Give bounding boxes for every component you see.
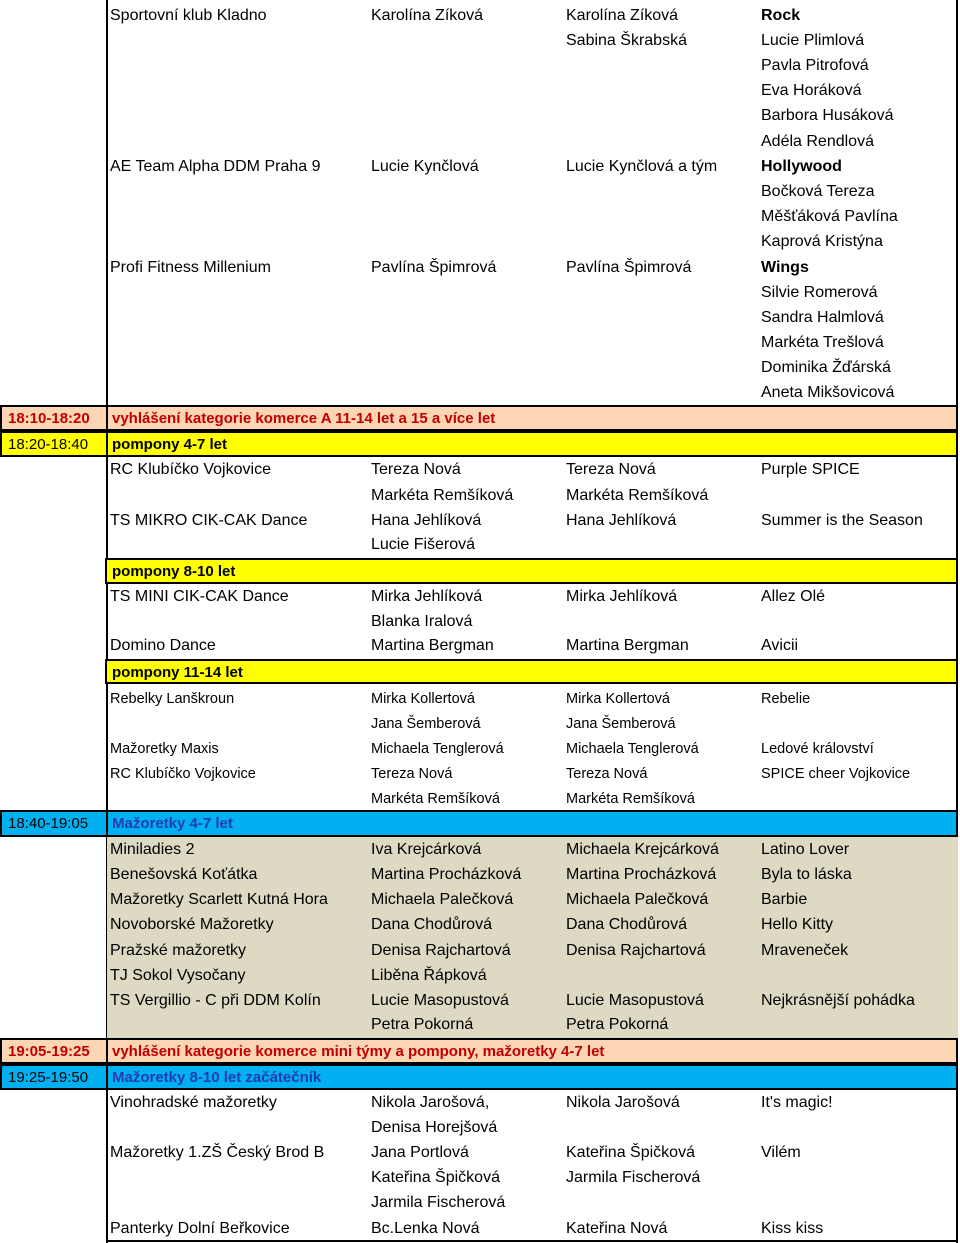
choreographer-name: Martina Bergman (566, 637, 689, 654)
performance-title: Rebelie (761, 691, 811, 707)
club-name: TS MIKRO CIK-CAK Dance (110, 512, 308, 529)
performance-title: Adéla Rendlová (761, 133, 874, 150)
performance-title: Summer is the Season (761, 512, 923, 529)
category-title: vyhlášení kategorie komerce mini týmy a pompony, mažoretky 4-7 let (112, 1043, 605, 1060)
performance-title: Barbora Husáková (761, 107, 894, 124)
trainer-name: Lucie Fišerová (371, 536, 476, 553)
choreographer-name: Denisa Rajchartová (566, 942, 706, 959)
trainer-name: Blanka Iralová (371, 613, 473, 630)
performance-title: Sandra Halmlová (761, 309, 884, 326)
time-slot: 18:40-19:05 (8, 815, 89, 832)
club-name: Domino Dance (110, 637, 216, 654)
performance-title: Rock (761, 7, 801, 24)
performance-title: Eva Horáková (761, 82, 862, 99)
trainer-name: Pavlína Špimrová (371, 259, 497, 276)
time-separator (106, 812, 108, 835)
performance-title: It's magic! (761, 1094, 833, 1111)
choreographer-name: Michaela Tenglerová (566, 741, 699, 757)
trainer-name: Jana Šemberová (371, 716, 481, 732)
choreographer-name: Karolína Zíková (566, 7, 679, 24)
club-name: Panterky Dolní Beřkovice (110, 1220, 290, 1237)
choreographer-name: Kateřina Nová (566, 1220, 668, 1237)
performance-title: Avicii (761, 637, 799, 654)
choreographer-name: Michaela Palečková (566, 891, 709, 908)
performance-title: Lucie Plimlová (761, 32, 865, 49)
choreographer-name: Markéta Remšíková (566, 791, 695, 807)
time-separator (106, 433, 108, 455)
trainer-name: Iva Krejcárková (371, 841, 482, 858)
trainer-name: Jana Portlová (371, 1144, 469, 1161)
performance-title: Nejkrásnější pohádka (761, 992, 915, 1009)
time-slot: 19:25-19:50 (8, 1069, 89, 1086)
performance-title: Kiss kiss (761, 1220, 824, 1237)
performance-title: SPICE cheer Vojkovice (761, 766, 911, 782)
trainer-name: Mirka Kollertová (371, 691, 475, 707)
performance-title: Hello Kitty (761, 916, 834, 933)
category-title: Mažoretky 4-7 let (112, 815, 233, 832)
choreographer-name: Markéta Remšíková (566, 487, 709, 504)
choreographer-name: Kateřina Špičková (566, 1144, 695, 1161)
trainer-name: Karolína Zíková (371, 7, 484, 24)
performance-title: Pavla Pitrofová (761, 57, 869, 74)
trainer-name: Michaela Tenglerová (371, 741, 504, 757)
category-title: Mažoretky 8-10 let začátečník (112, 1069, 322, 1086)
choreographer-name: Jarmila Fischerová (566, 1169, 701, 1186)
time-slot: 18:10-18:20 (8, 410, 90, 427)
choreographer-name: Mirka Kollertová (566, 691, 670, 707)
trainer-name: Dana Chodůrová (371, 916, 492, 933)
club-name: Novoborské Mažoretky (110, 916, 274, 933)
choreographer-name: Dana Chodůrová (566, 916, 687, 933)
trainer-name: Markéta Remšíková (371, 791, 500, 807)
performance-title: Barbie (761, 891, 808, 908)
performance-title: Mraveneček (761, 942, 849, 959)
choreographer-name: Nikola Jarošová (566, 1094, 680, 1111)
trainer-name: Nikola Jarošová, (371, 1094, 490, 1111)
performance-title: Vilém (761, 1144, 801, 1161)
club-name: Mažoretky 1.ZŠ Český Brod B (110, 1144, 325, 1161)
trainer-name: Martina Procházková (371, 866, 522, 883)
trainer-name: Petra Pokorná (371, 1016, 474, 1033)
trainer-name: Lucie Masopustová (371, 992, 509, 1009)
club-name: AE Team Alpha DDM Praha 9 (110, 158, 321, 175)
category-band (0, 1064, 958, 1090)
performance-title: Ledové království (761, 741, 874, 757)
performance-title: Kaprová Kristýna (761, 233, 883, 250)
performance-title: Purple SPICE (761, 461, 860, 478)
choreographer-name: Michaela Krejcárková (566, 841, 719, 858)
performance-title: Bočková Tereza (761, 183, 875, 200)
performance-title: Hollywood (761, 158, 842, 175)
choreographer-name: Sabina Škrabská (566, 32, 687, 49)
choreographer-name: Pavlína Špimrová (566, 259, 692, 276)
choreographer-name: Lucie Masopustová (566, 992, 704, 1009)
club-name: Mažoretky Maxis (110, 741, 219, 757)
category-title: vyhlášení kategorie komerce A 11-14 let a 15 a více let (112, 410, 496, 427)
trainer-name: Liběna Řápková (371, 967, 487, 984)
performance-title: Aneta Mikšovicová (761, 384, 895, 401)
club-name: Mažoretky Scarlett Kutná Hora (110, 891, 328, 908)
time-separator (106, 407, 108, 429)
club-name: Profi Fitness Millenium (110, 259, 271, 276)
choreographer-name: Lucie Kynčlová a tým (566, 158, 718, 175)
trainer-name: Tereza Nová (371, 766, 453, 782)
performance-title: Allez Olé (761, 588, 826, 605)
bottom-border (107, 1240, 958, 1242)
category-band (105, 659, 958, 684)
trainer-name: Markéta Remšíková (371, 487, 514, 504)
performance-title: Dominika Žďárská (761, 359, 891, 376)
club-name: TJ Sokol Vysočany (110, 967, 246, 984)
choreographer-name: Jana Šemberová (566, 716, 676, 732)
club-name: Sportovní klub Kladno (110, 7, 267, 24)
trainer-name: Hana Jehlíková (371, 512, 482, 529)
category-title: pompony 4-7 let (112, 436, 228, 453)
club-name: Pražské mažoretky (110, 942, 247, 959)
category-band (0, 431, 958, 457)
performance-title: Silvie Romerová (761, 284, 878, 301)
club-name: RC Klubíčko Vojkovice (110, 461, 271, 478)
club-name: Vinohradské mažoretky (110, 1094, 277, 1111)
club-name: Benešovská Koťátka (110, 866, 258, 883)
category-title: pompony 8-10 let (112, 563, 236, 580)
choreographer-name: Hana Jehlíková (566, 512, 677, 529)
category-band (105, 558, 958, 584)
choreographer-name: Tereza Nová (566, 461, 656, 478)
performance-title: Měšťáková Pavlína (761, 208, 898, 225)
trainer-name: Michaela Palečková (371, 891, 514, 908)
performance-title: Markéta Trešlová (761, 334, 884, 351)
performance-title: Wings (761, 259, 809, 276)
trainer-name: Kateřina Špičková (371, 1169, 500, 1186)
club-name: TS Vergillio - C při DDM Kolín (110, 992, 321, 1009)
club-name: Miniladies 2 (110, 841, 195, 858)
trainer-name: Denisa Horejšová (371, 1119, 498, 1136)
club-name: RC Klubíčko Vojkovice (110, 766, 256, 782)
club-name: Rebelky Lanškroun (110, 691, 235, 707)
trainer-name: Lucie Kynčlová (371, 158, 479, 175)
choreographer-name: Petra Pokorná (566, 1016, 669, 1033)
category-title: pompony 11-14 let (112, 664, 243, 681)
category-band (0, 810, 958, 837)
trainer-name: Martina Bergman (371, 637, 494, 654)
trainer-name: Jarmila Fischerová (371, 1194, 506, 1211)
trainer-name: Tereza Nová (371, 461, 461, 478)
time-slot: 19:05-19:25 (8, 1043, 90, 1060)
trainer-name: Denisa Rajchartová (371, 942, 511, 959)
choreographer-name: Martina Procházková (566, 866, 717, 883)
time-slot: 18:20-18:40 (8, 436, 89, 453)
choreographer-name: Tereza Nová (566, 766, 648, 782)
category-band (0, 405, 958, 431)
club-name: TS MINI CIK-CAK Dance (110, 588, 289, 605)
performance-title: Byla to láska (761, 866, 852, 883)
choreographer-name: Mirka Jehlíková (566, 588, 678, 605)
performance-title: Latino Lover (761, 841, 850, 858)
category-band (0, 1038, 958, 1064)
time-separator (106, 1040, 108, 1062)
trainer-name: Bc.Lenka Nová (371, 1220, 480, 1237)
time-separator (106, 1066, 108, 1088)
trainer-name: Mirka Jehlíková (371, 588, 483, 605)
